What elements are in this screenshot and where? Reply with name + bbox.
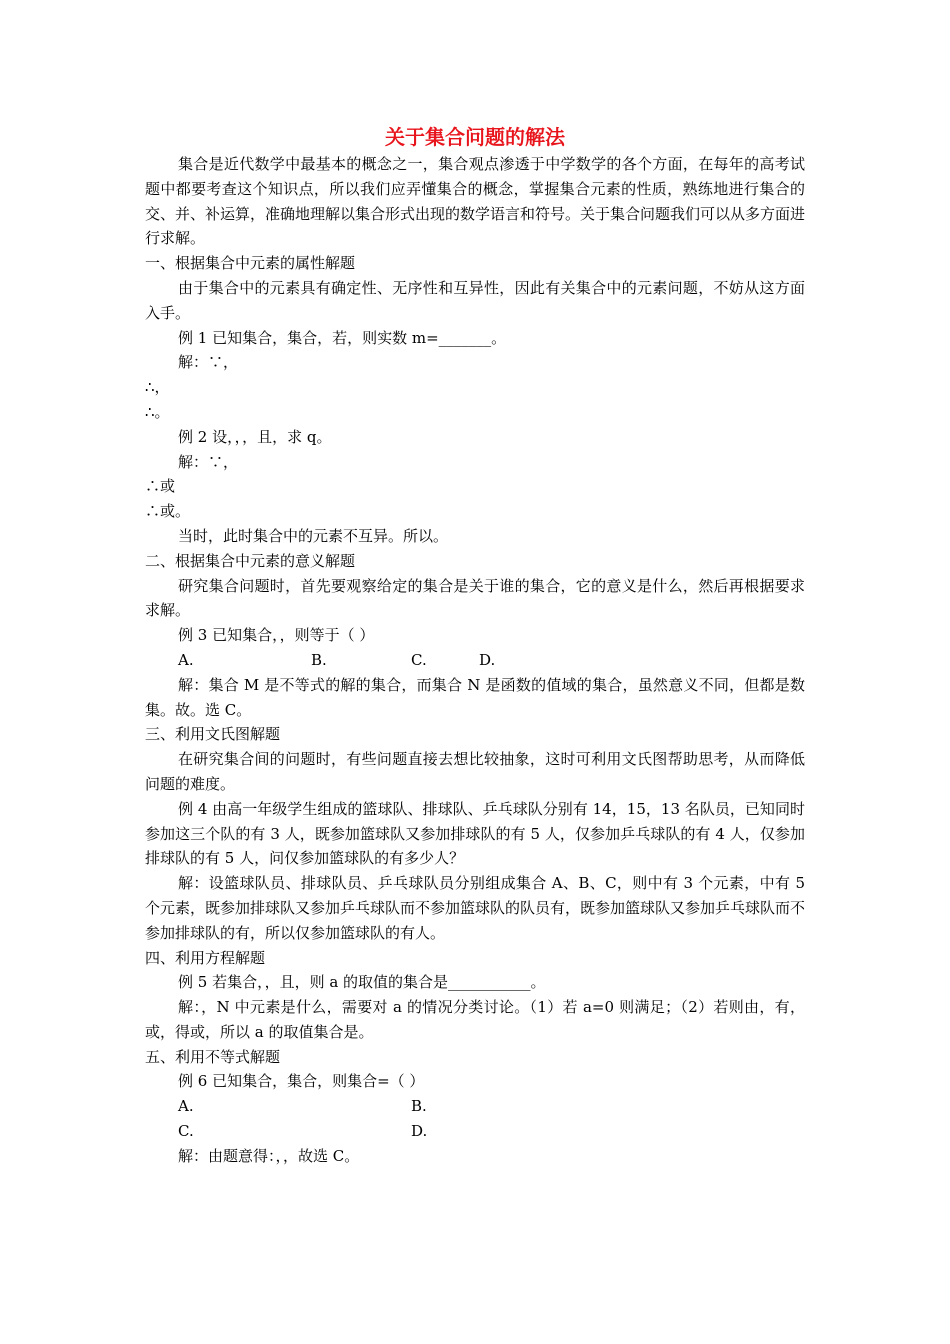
section-3-heading: 三、利用文氏图解题 <box>145 725 281 744</box>
example-3-options <box>145 648 805 673</box>
option-b: B. <box>411 1097 427 1116</box>
document-page <box>145 122 805 1169</box>
option-d: D. <box>479 650 496 669</box>
example-5: 例 5 若集合，，且，则 a 的取值的集合是___________。 <box>178 973 546 992</box>
option-b: B. <box>311 650 327 669</box>
section-3-paragraph: 在研究集合间的问题时，有些问题直接去想比较抽象，这时可利用文氏图帮助思考，从而降低问题的难度。 <box>145 750 805 793</box>
intro-paragraph: 集合是近代数学中最基本的概念之一，集合观点渗透于中学数学的各个方面，在每年的高考试题中都要考查这个知识点，所以我们应弄懂集合的概念，掌握集合元素的性质，熟练地进行集合的交、并、补运算，准确地理解以集合形式出现的数学语言和符号。关于集合问题我们可以从多方面进行求解。 <box>145 155 806 248</box>
section-4-heading: 四、利用方程解题 <box>145 948 266 967</box>
option-c: C. <box>178 1122 194 1141</box>
example-6-options-row-1 <box>145 1094 805 1119</box>
option-a: A. <box>178 650 194 669</box>
section-1-paragraph: 由于集合中的元素具有确定性、无序性和互异性，因此有关集合中的元素问题，不妨从这方面入手。 <box>145 278 805 322</box>
example-2-solution-line: 解：∵， <box>178 452 239 471</box>
example-1-solution-line: ∴。 <box>145 402 170 421</box>
example-6: 例 6 已知集合，集合，则集合=（ ） <box>178 1072 425 1091</box>
example-6-solution: 解：由题意得：，，故选 C。 <box>178 1146 360 1165</box>
example-2-solution-line: ∴或。 <box>145 502 191 521</box>
example-5-solution: 解：，N 中元素是什么，需要对 a 的情况分类讨论。（1）若 a=0 则满足；（2）若则由，有，或，得或，所以 a 的取值集合是。 <box>145 998 805 1041</box>
example-3-solution: 解：集合 M 是不等式的解的集合，而集合 N 是函数的值域的集合，虽然意义不同，但都是数集。故。选 C。 <box>145 675 805 719</box>
example-2-solution-line: 当时，此时集合中的元素不互异。所以。 <box>178 526 449 545</box>
option-a: A. <box>178 1097 194 1116</box>
example-1: 例 1 已知集合，集合，若，则实数 m=_______。 <box>178 328 507 347</box>
example-2-solution-line: ∴或 <box>145 477 176 496</box>
example-4-solution: 解：设篮球队员、排球队员、乒乓球队员分别组成集合 A、B、C，则中有 3 个元素，中有 5 个元素，既参加排球队又参加乒乓球队而不参加篮球队的队员有，既参加篮球队又参加乒乓球队而不参加排球队的有，所以仅参加篮球队的有人。 <box>145 874 806 942</box>
example-4: 例 4 由高一年级学生组成的篮球队、排球队、乒乓球队分别有 14，15，13 名队员，已知同时参加这三个队的有 3 人，既参加篮球队又参加排球队的有 5 人，仅参加乒乓球队的有 4 人，仅参加排球队的有 5 人，问仅参加篮球队的有多少人？ <box>145 799 805 868</box>
example-2: 例 2 设，，，且，求 q。 <box>178 427 332 446</box>
example-1-solution-line: ∴， <box>145 378 170 397</box>
document-title: 关于集合问题的解法 <box>385 125 565 149</box>
example-3: 例 3 已知集合，，则等于（ ） <box>178 626 375 645</box>
section-2-heading: 二、根据集合中元素的意义解题 <box>145 551 356 570</box>
section-2-paragraph: 研究集合问题时，首先要观察给定的集合是关于谁的集合，它的意义是什么，然后再根据要求求解。 <box>145 576 805 620</box>
section-1-heading: 一、根据集合中元素的属性解题 <box>145 254 356 273</box>
example-1-solution-line: 解：∵， <box>178 353 239 372</box>
option-d: D. <box>411 1122 428 1141</box>
example-6-options-row-2 <box>145 1119 805 1144</box>
option-c: C. <box>411 650 427 669</box>
section-5-heading: 五、利用不等式解题 <box>145 1047 281 1066</box>
